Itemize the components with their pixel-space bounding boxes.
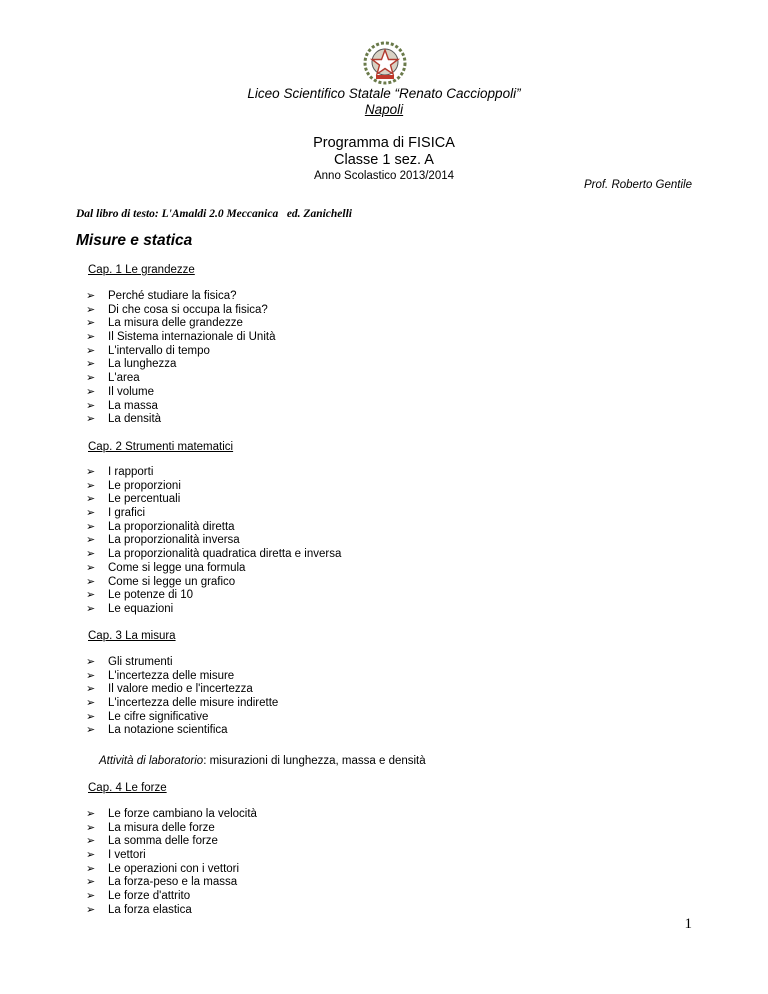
arrow-bullet-icon: ➢ (86, 656, 96, 668)
topic-list-item (86, 331, 275, 345)
topic-text: Le proporzioni (108, 479, 181, 492)
arrow-bullet-icon: ➢ (86, 589, 96, 602)
topic-list-item (86, 724, 278, 738)
arrow-bullet-icon: ➢ (86, 520, 96, 533)
topic-text: Le forze d'attrito (108, 890, 191, 903)
arrow-bullet-icon: ➢ (86, 903, 96, 916)
school-year: Anno Scolastico 2013/2014 (313, 170, 455, 182)
topic-text: La somma delle forze (108, 835, 218, 848)
textbook-reference: Dal libro di testo: L'Amaldi 2.0 Meccanica ed. Zanichelli (76, 208, 352, 220)
topic-text: Le operazioni con i vettori (108, 862, 240, 875)
arrow-bullet-icon: ➢ (86, 534, 96, 547)
arrow-bullet-icon: ➢ (86, 669, 96, 682)
topic-text: Di che cosa si occupa la fisica? (108, 303, 268, 316)
topic-text: Le percentuali (108, 493, 181, 506)
arrow-bullet-icon: ➢ (86, 466, 96, 478)
arrow-bullet-icon: ➢ (86, 697, 96, 710)
arrow-bullet-icon: ➢ (86, 835, 96, 848)
school-city: Napoli (364, 102, 404, 117)
topic-list-item (86, 849, 257, 863)
arrow-bullet-icon: ➢ (86, 710, 96, 723)
topic-list-item (86, 670, 278, 684)
topic-list-item (86, 822, 257, 836)
chapter-3-title: Cap. 3 La misura (88, 630, 176, 642)
topic-list-item (86, 480, 341, 494)
topic-list-item (86, 345, 275, 359)
topic-list-item (86, 863, 257, 877)
topic-list-item (86, 548, 341, 562)
topic-list-item (86, 711, 278, 725)
topic-list-item (86, 808, 257, 822)
chapter-1-topic-list (86, 290, 275, 427)
chapter-2-title: Cap. 2 Strumenti matematici (88, 441, 234, 453)
arrow-bullet-icon: ➢ (86, 683, 96, 696)
topic-list-item (86, 562, 341, 576)
topic-text: La notazione scientifica (108, 724, 228, 737)
topic-text: Le equazioni (108, 602, 174, 615)
topic-list-item (86, 656, 278, 670)
topic-list-item (86, 507, 341, 521)
topic-list-item (86, 835, 257, 849)
topic-list-item (86, 683, 278, 697)
arrow-bullet-icon: ➢ (86, 602, 96, 615)
arrow-bullet-icon: ➢ (86, 317, 96, 330)
topic-list-item (86, 290, 275, 304)
arrow-bullet-icon: ➢ (86, 890, 96, 903)
topic-text: La misura delle grandezze (108, 317, 243, 330)
topic-text: L'area (108, 372, 140, 385)
topic-text: Perché studiare la fisica? (108, 290, 237, 302)
topic-list-item (86, 386, 275, 400)
arrow-bullet-icon: ➢ (86, 548, 96, 561)
topic-text: Gli strumenti (108, 656, 173, 668)
topic-list-item (86, 400, 275, 414)
topic-list-item (86, 589, 341, 603)
arrow-bullet-icon: ➢ (86, 493, 96, 506)
chapter-3-topic-list (86, 656, 278, 738)
topic-text: Le forze cambiano la velocità (108, 808, 257, 820)
topic-list-item (86, 521, 341, 535)
topic-text: Come si legge una formula (108, 561, 246, 574)
program-title: Programma di FISICA (313, 135, 455, 151)
topic-list-item (86, 697, 278, 711)
topic-text: I vettori (108, 849, 146, 862)
topic-text: L'incertezza delle misure indirette (108, 697, 279, 710)
topic-text: La lunghezza (108, 358, 177, 371)
arrow-bullet-icon: ➢ (86, 876, 96, 889)
arrow-bullet-icon: ➢ (86, 507, 96, 520)
teacher-name: Prof. Roberto Gentile (583, 179, 692, 191)
arrow-bullet-icon: ➢ (86, 399, 96, 412)
topic-list-item (86, 876, 257, 890)
arrow-bullet-icon: ➢ (86, 479, 96, 492)
arrow-bullet-icon: ➢ (86, 821, 96, 834)
document-header (0, 86, 768, 184)
arrow-bullet-icon: ➢ (86, 303, 96, 316)
topic-text: Il valore medio e l'incertezza (108, 683, 253, 696)
arrow-bullet-icon: ➢ (86, 358, 96, 371)
arrow-bullet-icon: ➢ (86, 290, 96, 302)
lab-activity-label: Attività di laboratorio (99, 755, 204, 767)
topic-list-item (86, 603, 341, 617)
topic-text: Il volume (108, 385, 155, 398)
topic-text: Le cifre significative (108, 710, 209, 723)
arrow-bullet-icon: ➢ (86, 344, 96, 357)
arrow-bullet-icon: ➢ (86, 372, 96, 385)
chapter-1-title: Cap. 1 Le grandezze (88, 264, 195, 276)
topic-text: La massa (108, 399, 158, 412)
topic-text: Il Sistema internazionale di Unità (108, 331, 276, 344)
page-number: 1 (684, 916, 692, 932)
topic-text: La densità (108, 413, 162, 426)
arrow-bullet-icon: ➢ (86, 331, 96, 344)
lab-activity (99, 755, 426, 767)
topic-text: I rapporti (108, 466, 154, 478)
topic-list-item (86, 466, 341, 480)
chapter-4-title: Cap. 4 Le forze (88, 782, 167, 794)
lab-activity-text: : misurazioni di lunghezza, massa e densità (203, 755, 426, 767)
topic-list-item (86, 493, 341, 507)
topic-list-item (86, 358, 275, 372)
arrow-bullet-icon: ➢ (86, 385, 96, 398)
topic-list-item (86, 890, 257, 904)
topic-text: La misura delle forze (108, 821, 215, 834)
arrow-bullet-icon: ➢ (86, 808, 96, 820)
topic-text: Come si legge un grafico (108, 575, 236, 588)
topic-list-item (86, 576, 341, 590)
school-name: Liceo Scientifico Statale “Renato Caccioppoli” (247, 86, 521, 101)
topic-text: Le potenze di 10 (108, 589, 194, 602)
topic-list-item (86, 372, 275, 386)
topic-list-item (86, 304, 275, 318)
topic-text: La proporzionalità diretta (108, 520, 235, 533)
topic-text: La proporzionalità inversa (108, 534, 240, 547)
arrow-bullet-icon: ➢ (86, 575, 96, 588)
topic-list-item (86, 534, 341, 548)
section-title: Misure e statica (76, 232, 193, 249)
arrow-bullet-icon: ➢ (86, 862, 96, 875)
italian-republic-emblem-icon (362, 40, 408, 86)
topic-text: L'intervallo di tempo (108, 344, 210, 357)
topic-text: L'incertezza delle misure (108, 669, 235, 682)
class-label: Classe 1 sez. A (334, 152, 434, 168)
arrow-bullet-icon: ➢ (86, 413, 96, 426)
arrow-bullet-icon: ➢ (86, 724, 96, 737)
topic-text: La proporzionalità quadratica diretta e inversa (108, 548, 342, 561)
arrow-bullet-icon: ➢ (86, 561, 96, 574)
arrow-bullet-icon: ➢ (86, 849, 96, 862)
topic-list-item (86, 904, 257, 918)
chapter-2-topic-list (86, 466, 341, 617)
topic-list-item (86, 317, 275, 331)
topic-text: La forza elastica (108, 903, 192, 916)
topic-text: La forza-peso e la massa (108, 876, 238, 889)
topic-list-item (86, 413, 275, 427)
topic-text: I grafici (108, 507, 146, 520)
chapter-4-topic-list (86, 808, 257, 918)
